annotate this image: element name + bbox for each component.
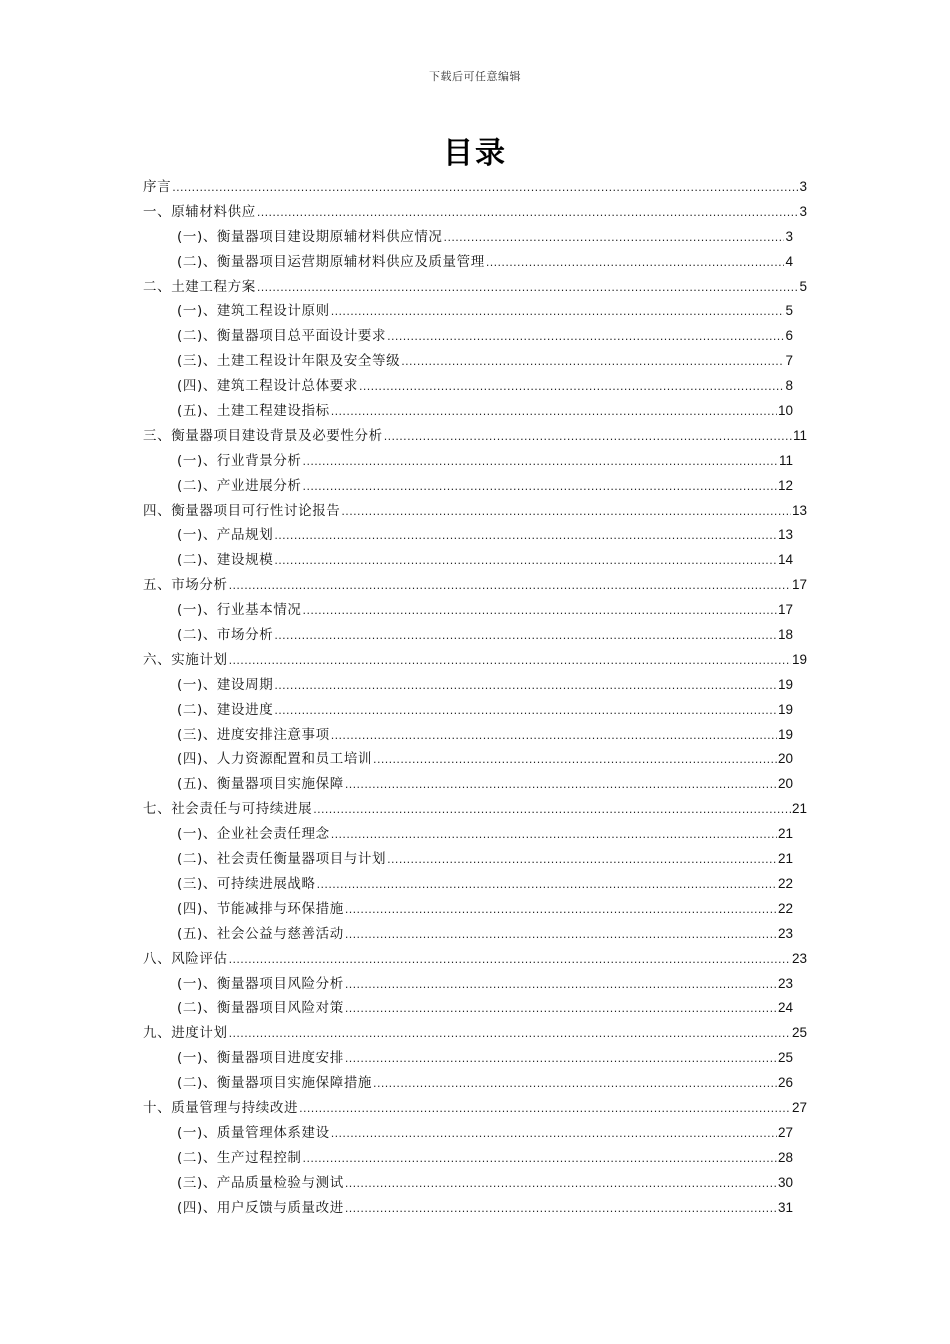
toc-page-number: 18	[777, 627, 793, 643]
toc-section-entry[interactable]	[143, 822, 807, 847]
toc-section-entry[interactable]	[143, 623, 807, 648]
toc-page-number: 17	[777, 602, 793, 618]
toc-entry-label: (二)、衡量器项目风险对策	[177, 1000, 344, 1017]
toc-entry-label: (二)、社会责任衡量器项目与计划	[177, 851, 387, 868]
toc-dot-leader	[359, 374, 785, 400]
toc-page-number: 24	[777, 1000, 793, 1016]
toc-entry-label: (三)、产品质量检验与测试	[177, 1174, 344, 1191]
toc-page-number: 21	[777, 826, 793, 842]
toc-section-entry[interactable]	[143, 548, 807, 573]
toc-page-number: 28	[777, 1149, 793, 1165]
toc-dot-leader	[444, 225, 785, 251]
toc-entry-label: 一、原辅材料供应	[143, 203, 256, 220]
page-header: 下载后可任意编辑	[429, 70, 521, 83]
toc-dot-leader	[257, 200, 799, 226]
toc-dot-leader	[345, 1171, 777, 1197]
toc-dot-leader	[345, 897, 777, 923]
toc-page-number: 22	[777, 875, 793, 891]
toc-page-number: 20	[777, 751, 793, 767]
toc-page-number: 21	[777, 851, 793, 867]
toc-page-number: 22	[777, 900, 793, 916]
toc-dot-leader	[387, 324, 784, 350]
toc-entry-label: 十、质量管理与持续改进	[143, 1099, 299, 1116]
toc-section-entry[interactable]	[143, 772, 807, 797]
toc-page-number: 3	[799, 179, 807, 194]
toc-section-entry[interactable]	[143, 1071, 807, 1096]
toc-section-entry[interactable]	[143, 1171, 807, 1196]
toc-dot-leader	[401, 349, 784, 375]
toc-dot-leader	[331, 822, 777, 848]
toc-entry-label: (一)、企业社会责任理念	[177, 826, 330, 843]
toc-page-number: 11	[778, 452, 793, 468]
toc-page-number: 31	[777, 1199, 793, 1215]
toc-entry-label: (二)、衡量器项目实施保障措施	[177, 1075, 373, 1092]
toc-dot-leader	[331, 723, 777, 749]
toc-section-entry[interactable]	[143, 399, 807, 424]
toc-entry-label: (一)、产品规划	[177, 527, 274, 544]
toc-chapter-entry[interactable]	[143, 275, 807, 300]
toc-page-number: 30	[777, 1174, 793, 1190]
toc-page-number: 13	[791, 502, 807, 518]
toc-section-entry[interactable]	[143, 374, 807, 399]
toc-dot-leader	[303, 449, 778, 475]
toc-page-number: 23	[777, 975, 793, 991]
toc-page-number: 4	[785, 253, 793, 269]
toc-dot-leader	[274, 673, 777, 699]
toc-section-entry[interactable]	[143, 1196, 807, 1221]
toc-chapter-entry[interactable]	[143, 175, 807, 200]
toc-chapter-entry[interactable]	[143, 947, 807, 972]
toc-section-entry[interactable]	[143, 872, 807, 897]
toc-page-number: 25	[777, 1050, 793, 1066]
toc-chapter-entry[interactable]	[143, 573, 807, 598]
toc-dot-leader	[345, 972, 777, 998]
toc-entry-label: (二)、建设规模	[177, 552, 274, 569]
toc-page-number: 6	[785, 328, 793, 344]
toc-dot-leader	[229, 1021, 791, 1047]
toc-page-number: 5	[799, 278, 807, 294]
toc-section-entry[interactable]	[143, 847, 807, 872]
toc-section-entry[interactable]	[143, 723, 807, 748]
toc-entry-label: (一)、衡量器项目风险分析	[177, 975, 344, 992]
toc-entry-label: (二)、衡量器项目总平面设计要求	[177, 328, 387, 345]
toc-dot-leader	[317, 872, 777, 898]
toc-entry-label: 六、实施计划	[143, 651, 228, 668]
toc-dot-leader	[373, 1071, 777, 1097]
toc-section-entry[interactable]	[143, 598, 807, 623]
toc-dot-leader	[274, 698, 777, 724]
toc-page-number: 8	[785, 378, 793, 394]
toc-entry-label: 八、风险评估	[143, 950, 228, 967]
toc-entry-label: 七、社会责任与可持续进展	[143, 801, 313, 818]
toc-section-entry[interactable]	[143, 250, 807, 275]
toc-page-number: 26	[777, 1075, 793, 1091]
toc-section-entry[interactable]	[143, 523, 807, 548]
toc-section-entry[interactable]	[143, 299, 807, 324]
toc-entry-label: 四、衡量器项目可行性讨论报告	[143, 502, 341, 519]
toc-entry-label: 五、市场分析	[143, 577, 228, 594]
toc-dot-leader	[345, 922, 777, 948]
toc-dot-leader	[341, 499, 791, 525]
toc-entry-label: (三)、可持续进展战略	[177, 875, 316, 892]
toc-section-entry[interactable]	[143, 1146, 807, 1171]
toc-section-entry[interactable]	[143, 747, 807, 772]
toc-chapter-entry[interactable]	[143, 424, 807, 449]
toc-dot-leader	[303, 474, 777, 500]
toc-dot-leader	[345, 996, 777, 1022]
toc-dot-leader	[303, 598, 777, 624]
toc-entry-label: 三、衡量器项目建设背景及必要性分析	[143, 427, 383, 444]
toc-section-entry[interactable]	[143, 897, 807, 922]
toc-chapter-entry[interactable]	[143, 648, 807, 673]
toc-page-number: 3	[799, 203, 807, 219]
toc-section-entry[interactable]	[143, 324, 807, 349]
toc-section-entry[interactable]	[143, 922, 807, 947]
toc-dot-leader	[373, 747, 777, 773]
toc-dot-leader	[387, 847, 777, 873]
toc-entry-label: (五)、土建工程建设指标	[177, 403, 330, 420]
toc-entry-label: (四)、建筑工程设计总体要求	[177, 378, 358, 395]
toc-entry-label: (三)、土建工程设计年限及安全等级	[177, 353, 401, 370]
toc-section-entry[interactable]	[143, 673, 807, 698]
toc-dot-leader	[274, 548, 777, 574]
toc-page-number: 21	[791, 801, 807, 817]
toc-dot-leader	[172, 175, 798, 201]
toc-page-number: 19	[791, 651, 807, 667]
toc-entry-label: (一)、建设周期	[177, 676, 274, 693]
toc-dot-leader	[345, 1196, 777, 1222]
toc-section-entry[interactable]	[143, 225, 807, 250]
toc-entry-label: 九、进度计划	[143, 1025, 228, 1042]
toc-title: 目录	[443, 136, 507, 171]
toc-page-number: 19	[777, 726, 793, 742]
toc-section-entry[interactable]	[143, 349, 807, 374]
toc-page-number: 20	[777, 776, 793, 792]
toc-entry-label: 序言	[143, 179, 172, 195]
toc-dot-leader	[345, 772, 777, 798]
toc-entry-label: (一)、建筑工程设计原则	[177, 303, 330, 320]
toc-section-entry[interactable]	[143, 698, 807, 723]
toc-page-number: 27	[791, 1099, 807, 1115]
toc-page-number: 25	[791, 1025, 807, 1041]
toc-page-number: 7	[785, 353, 793, 369]
toc-dot-leader	[229, 648, 791, 674]
toc-dot-leader	[257, 275, 799, 301]
toc-page-number: 3	[785, 228, 793, 244]
toc-entry-label: (二)、衡量器项目运营期原辅材料供应及质量管理	[177, 253, 485, 270]
toc-dot-leader	[229, 573, 791, 599]
toc-dot-leader	[303, 1146, 777, 1172]
toc-section-entry[interactable]	[143, 972, 807, 997]
toc-section-entry[interactable]	[143, 996, 807, 1021]
toc-page-number: 17	[791, 577, 807, 593]
toc-section-entry[interactable]	[143, 449, 807, 474]
toc-entry-label: (一)、行业背景分析	[177, 452, 302, 469]
toc-page-number: 19	[777, 701, 793, 717]
toc-entry-label: (一)、衡量器项目建设期原辅材料供应情况	[177, 228, 443, 245]
toc-page-number: 13	[777, 527, 793, 543]
toc-entry-label: (三)、进度安排注意事项	[177, 726, 330, 743]
toc-page-number: 23	[791, 950, 807, 966]
toc-chapter-entry[interactable]	[143, 1096, 807, 1121]
toc-page-number: 5	[785, 303, 793, 319]
toc-page-number: 14	[777, 552, 793, 568]
toc-entry-label: 二、土建工程方案	[143, 278, 256, 295]
toc-entry-label: (一)、行业基本情况	[177, 602, 302, 619]
toc-section-entry[interactable]	[143, 1046, 807, 1071]
toc-entry-label: (二)、产业进展分析	[177, 477, 302, 494]
toc-dot-leader	[229, 947, 791, 973]
toc-entry-label: (二)、建设进度	[177, 701, 274, 718]
toc-entry-label: (四)、人力资源配置和员工培训	[177, 751, 373, 768]
toc-entry-label: (四)、节能减排与环保措施	[177, 900, 344, 917]
toc-dot-leader	[299, 1096, 791, 1122]
toc-entry-label: (二)、市场分析	[177, 627, 274, 644]
toc-page-number: 23	[777, 925, 793, 941]
toc-section-entry[interactable]	[143, 1121, 807, 1146]
toc-dot-leader	[384, 424, 792, 450]
toc-entry-label: (二)、生产过程控制	[177, 1149, 302, 1166]
toc-dot-leader	[486, 250, 785, 276]
toc-chapter-entry[interactable]	[143, 1021, 807, 1046]
toc-section-entry[interactable]	[143, 474, 807, 499]
toc-dot-leader	[274, 523, 777, 549]
toc-dot-leader	[313, 797, 791, 823]
toc-page-number: 19	[777, 676, 793, 692]
toc-chapter-entry[interactable]	[143, 797, 807, 822]
toc-entry-label: (五)、衡量器项目实施保障	[177, 776, 344, 793]
toc-chapter-entry[interactable]	[143, 499, 807, 524]
toc-page-number: 27	[777, 1124, 793, 1140]
toc-dot-leader	[345, 1046, 777, 1072]
toc-entry-label: (一)、衡量器项目进度安排	[177, 1050, 344, 1067]
toc-dot-leader	[274, 623, 777, 649]
table-of-contents	[143, 175, 807, 1220]
toc-entry-label: (一)、质量管理体系建设	[177, 1124, 330, 1141]
toc-entry-label: (四)、用户反馈与质量改进	[177, 1199, 344, 1216]
toc-dot-leader	[331, 299, 785, 325]
toc-chapter-entry[interactable]	[143, 200, 807, 225]
toc-page-number: 12	[777, 477, 793, 493]
toc-dot-leader	[331, 399, 777, 425]
toc-page-number: 10	[777, 403, 793, 419]
toc-dot-leader	[331, 1121, 777, 1147]
toc-entry-label: (五)、社会公益与慈善活动	[177, 925, 344, 942]
toc-page-number: 11	[792, 427, 807, 443]
